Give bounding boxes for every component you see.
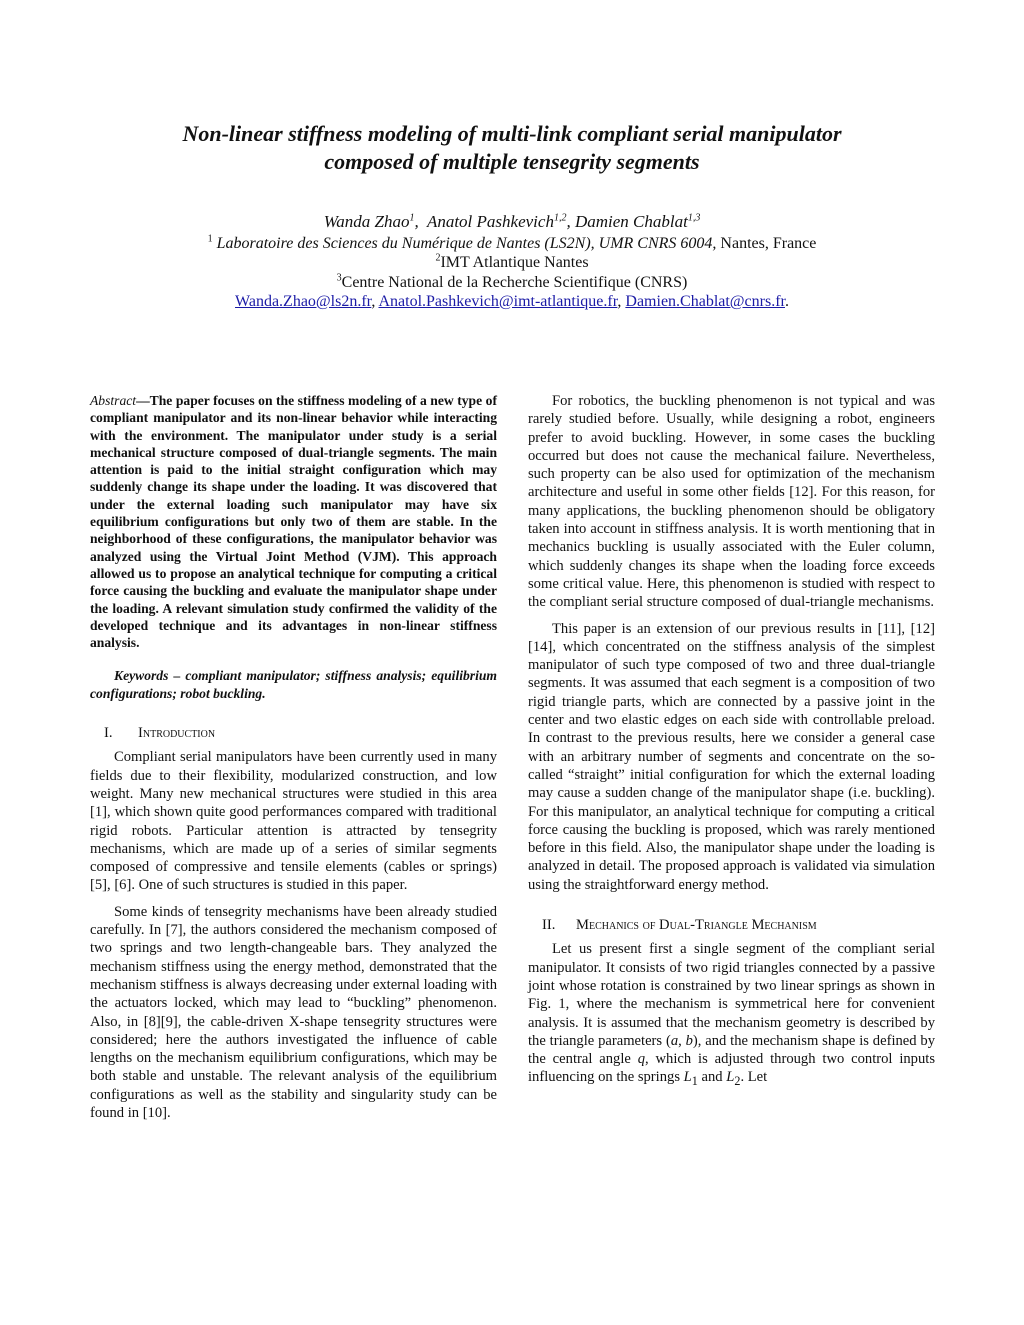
paragraph: For robotics, the buckling phenomenon is not typical and was rarely studied before. Usually, while designing a robot, engineers prefer to avoid buckling. However, in some cases the buckling occurred but does not cause the mechanical failure. Nevertheless, such property can be also used for optimization of the mechanism architecture and useful in some other fields [12]. For this reason, for many applications, the buckling phenomenon should be obligatory taken into account in stiffness analysis. It is worth mentioning that in mechanics buckling is usually associated with the Euler column, which suddenly changes its shape when the loading force exceeds some critical value. Here, this phenomenon is studied with respect to the compliant serial structure composed of dual-triangle mechanisms. [528, 393, 935, 611]
text: . Let [740, 1069, 768, 1086]
subscript: 2 [734, 1074, 741, 1089]
aff-text: Centre National de la Recherche Scientifique (CNRS) [341, 273, 688, 291]
text: , which is adjusted through two control inputs influencing on the springs [528, 1051, 936, 1086]
left-column [90, 392, 497, 1130]
section-number: II. [542, 917, 556, 934]
affiliation [0, 253, 1024, 273]
var: b [685, 1032, 693, 1049]
right-column [528, 392, 935, 1099]
paragraph [528, 940, 935, 1090]
var: L [726, 1069, 735, 1086]
subscript: 1 [691, 1074, 698, 1089]
author: Anatol Pashkevich [426, 212, 554, 231]
var: q [637, 1051, 646, 1068]
aff-text: Laboratoire des Sciences du Numérique de Nantes (LS2N), UMR CNRS 6004, [216, 234, 717, 252]
abstract [90, 392, 497, 651]
text: and [697, 1069, 727, 1086]
author-sup: 1 [409, 212, 415, 224]
author-names: Wanda Zhao$^1$, Anatol Pashkevich$^{1,2}$, Damien Chablat$^{1,3}$ [323, 212, 701, 231]
affiliation [0, 234, 1024, 254]
aff-text: Nantes, France [716, 234, 817, 252]
author-sup: 1,3 [687, 212, 701, 224]
author-block [0, 212, 1024, 312]
section-title: Introduction [138, 725, 216, 742]
paragraph: Compliant serial manipulators have been currently used in many fields due to their flexibility, modularized construction, and low weight. Many new mechanical structures were studied in this area [1], which shown quite good performances compared with traditional rigid robots. Particular attention is attracted by tensegrity mechanisms, which are made up of a series of similar segments composed of compressive and tensile elements (cables or springs) [5], [6]. One of such structures is studied in this paper. [90, 749, 497, 894]
title-line-2: composed of multiple tensegrity segments [324, 149, 700, 174]
paragraph: This paper is an extension of our previous results in [11], [12][14], which concentrated on the stiffness analysis of the simplest manipulator of such type composed of two and three dual-triangle segments. It was assumed that each segment is a composition of two rigid triangle parts, which are connected by a passive joint in the center and two elastic edges on each side with controllable preload. In contrast to the previous results, here we consider a general case with an arbitrary number of segments and concentrate on the so-called “straight” initial configuration for which the external loading may cause a sudden change of the manipulator shape (i.e. buckling). For this manipulator, an analytical technique for computing a critical force causing the buckling is proposed, which was rarely mentioned before in this field. Also, the manipulator shape under the loading is analyzed in detail. The proposed approach is validated via simulation using the straightforward energy method. [528, 620, 935, 893]
email-link[interactable]: Anatol.Pashkevich@imt-atlantique.fr [378, 293, 618, 310]
author-sup: 1,2 [553, 212, 567, 224]
aff-text: IMT Atlantique Nantes [440, 254, 589, 271]
aff-sup: 2 [435, 252, 441, 264]
var: a [670, 1032, 679, 1049]
var: L [683, 1069, 692, 1086]
emails: Wanda.Zhao@ls2n.fr, Anatol.Pashkevich@imt-atlantique.fr, Damien.Chablat@cnrs.fr. [235, 293, 789, 310]
section-number: I. [104, 725, 113, 742]
author: Damien Chablat [574, 212, 688, 231]
text: ), and the mechanism shape is defined by the central angle [528, 1032, 936, 1068]
text: Let us present first a single segment of the compliant serial manipulator. It consists of two rigid triangles connected by a passive joint whose rotation is constrained by two linear springs as shown in Fig. 1, where the mechanism is symmetrical here for convenient analysis. It is assumed that the mechanism geometry is described by the triangle parameters ( [528, 941, 935, 1049]
aff-sup: 1 [207, 233, 213, 245]
title-line-1: Non-linear stiffness modeling of multi-link compliant serial manipulator [182, 121, 842, 146]
section-heading [528, 916, 935, 934]
abstract-label: Abstract [90, 393, 137, 408]
section-title: Mechanics of Dual-Triangle Mechanism [576, 917, 817, 934]
email-link[interactable]: Wanda.Zhao@ls2n.fr [235, 293, 372, 310]
affiliation [0, 273, 1024, 293]
keywords: Keywords – compliant manipulator; stiffness analysis; equilibrium configurations; robot buckling. [90, 668, 497, 701]
paragraph: Some kinds of tensegrity mechanisms have been already studied carefully. In [7], the authors considered the mechanism composed of two springs and two length-changeable bars. They analyzed the mechanism stiffness using the energy method, demonstrated that the mechanism stiffness is always decreasing under external loading with the actuators locked, which may lead to “buckling” phenomenon. Also, in [8][9], the cable-driven X-shape tensegrity structures were considered; here the authors investigated the influence of cable lengths on the mechanism equilibrium configurations, which may be both stable and unstable. The relevant analysis of the equilibrium configurations as well as the stability and singularity study can be found in [10]. [90, 903, 497, 1121]
paper-title [0, 120, 1024, 176]
aff-sup: 3 [336, 272, 342, 284]
author: Wanda Zhao [323, 212, 410, 231]
text: , [678, 1032, 686, 1049]
section-heading [90, 724, 497, 742]
email-link[interactable]: Damien.Chablat@cnrs.fr [625, 293, 785, 310]
abstract-text: —The paper focuses on the stiffness modeling of a new type of compliant manipulator and its non-linear behavior while interacting with the environment. The manipulator under study is a serial mechanical structure composed of dual-triangle segments. The main attention is paid to the initial straight configuration which may suddenly change its shape under the loading. It was discovered that under the external loading such manipulator may have six equilibrium configurations but only two of them are stable. In the neighborhood of these configurations, the manipulator behavior was analyzed using the Virtual Joint Method (VJM). This approach allowed us to propose an analytical technique for computing a critical force causing the buckling and evaluate the manipulator shape under the loading. A relevant simulation study confirmed the validity of the developed technique and its advantages in non-linear stiffness analysis. [90, 393, 497, 651]
